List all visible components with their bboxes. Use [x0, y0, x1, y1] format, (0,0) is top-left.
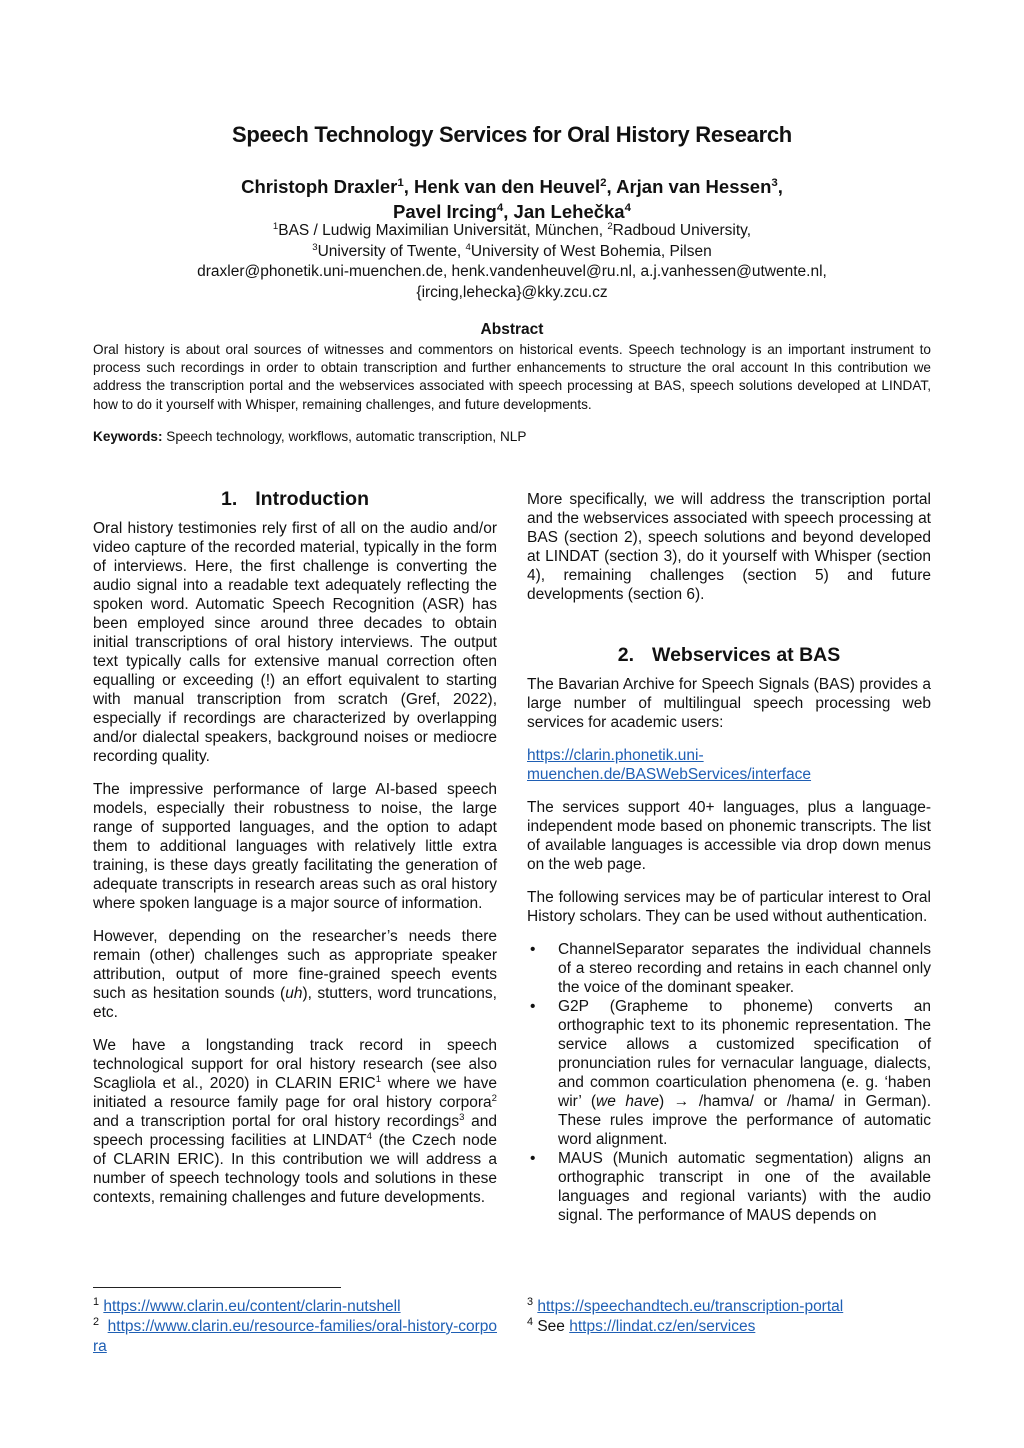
- list-item-text: ChannelSeparator separates the individual channels of a stereo recording and retains in each channel only the voice of the dominant speaker.: [558, 941, 931, 996]
- left-column: [93, 486, 497, 1221]
- footnote-link[interactable]: https://speechandtech.eu/transcription-portal: [537, 1298, 844, 1315]
- affil-sup: 3: [312, 241, 318, 253]
- footnotes-right: [527, 1297, 931, 1337]
- footnote: [527, 1317, 931, 1337]
- paragraph: [93, 1036, 497, 1207]
- list-item-text: ) → /hamva/ or /hama/ in German). These rules improve the performance of automatic word alignment.: [558, 1093, 932, 1148]
- author-emails: {ircing,lehecka}@kky.zcu.cz: [416, 283, 608, 301]
- list-item-text: G2P (Grapheme to phoneme) converts an orthographic text to its phonemic representation. The service allows a customized specification of pronunciation rules for vernacular language, dialects, and common coarticulation phenomena (e. g. ‘haben wir’ (: [558, 998, 931, 1110]
- affiliation-line: [0, 242, 1024, 263]
- list-item: [527, 940, 931, 997]
- text-run: ), stutters, word truncations, etc.: [93, 985, 497, 1021]
- affiliation-line: [0, 221, 1024, 242]
- affil-text: University of West Bohemia, Pilsen: [470, 242, 712, 260]
- affil-sup: 4: [465, 241, 471, 253]
- footnote-divider: [93, 1287, 341, 1288]
- author-affil-sup: 3: [771, 176, 778, 189]
- text-run: and a transcription portal for oral history recordings: [93, 1113, 460, 1130]
- footnote-number: 1: [93, 1295, 100, 1308]
- right-column: [527, 490, 931, 1225]
- section-number: 1.: [221, 488, 238, 510]
- paragraph: [527, 746, 931, 784]
- bas-webservices-link[interactable]: [527, 747, 811, 783]
- italic-text: uh: [285, 985, 303, 1002]
- keywords-text: Speech technology, workflows, automatic transcription, NLP: [162, 429, 527, 444]
- bullet-icon: •: [530, 941, 536, 958]
- paragraph: More specifically, we will address the transcription portal and the webservices associated with speech processing at BAS (section 2), speech solutions and beyond developed at LINDAT (section 3), do it yourself with Whisper (section 4), remaining challenges (section 5) and future developments (section 6).: [527, 491, 931, 603]
- section-number: 2.: [617, 644, 635, 666]
- footnote-number: 4: [527, 1315, 534, 1328]
- paragraph: [93, 927, 497, 1022]
- footnote-link[interactable]: https://www.clarin.eu/content/clarin-nutshell: [103, 1298, 401, 1315]
- footnote-number: 2: [93, 1315, 100, 1328]
- keywords-label: Keywords:: [93, 429, 163, 444]
- footnote-ref[interactable]: 1: [375, 1073, 382, 1085]
- footnote: [93, 1317, 497, 1357]
- abstract-text: Oral history is about oral sources of witnesses and commentors on historical events. Speech technology is an important instrument to process such recordings in order to obtain transcription and further enhancements to structure the oral account In this contribution we address the transcription portal and the webservices associated with speech processing at BAS, speech solutions developed at LINDAT, how to do it yourself with Whisper, remaining challenges, and future developments.: [93, 342, 931, 412]
- paragraph: The services support 40+ languages, plus a language-independent mode based on phonemic transcripts. The list of available languages is accessible via drop down menus on the web page.: [527, 799, 931, 873]
- author-affil-sup: 4: [496, 201, 504, 214]
- text-run: and speech processing facilities at LINDAT: [93, 1113, 498, 1149]
- author-affil-sup: 1: [397, 176, 404, 189]
- author-name: Jan Lehečka: [513, 201, 625, 222]
- paper-title: Speech Technology Services for Oral History Research: [232, 122, 792, 147]
- section-heading-introduction: [93, 486, 497, 512]
- author-name: Arjan van Hessen: [616, 176, 772, 197]
- bullet-icon: •: [530, 998, 536, 1015]
- affiliations: [0, 221, 1024, 303]
- footnote-ref[interactable]: 2: [491, 1092, 497, 1104]
- affil-text: Radboud University,: [612, 222, 752, 239]
- footnotes-left: [93, 1297, 497, 1357]
- section-title: Introduction: [255, 488, 369, 510]
- text-run: where we have initiated a resource family page for oral history corpora: [93, 1075, 497, 1111]
- paragraph: The following services may be of particular interest to Oral History scholars. They can be used without authentication.: [527, 889, 931, 925]
- footnote-ref[interactable]: 3: [459, 1111, 465, 1123]
- text-run: We have a longstanding track record in speech technological support for oral history research (see also Scagliola et al., 2020) in CLARIN ERIC: [93, 1037, 497, 1092]
- footnote: [93, 1297, 497, 1317]
- affil-text: University of Twente,: [317, 242, 466, 260]
- section-title: Webservices at BAS: [652, 644, 841, 666]
- author-name: Christoph Draxler: [241, 176, 398, 197]
- link-text[interactable]: muenchen.de/BASWebServices/interface: [527, 766, 812, 783]
- list-item: [527, 1149, 931, 1225]
- author-name: Pavel Ircing: [393, 201, 497, 222]
- footnote-text: See: [533, 1318, 570, 1335]
- affil-sup: 2: [607, 220, 613, 232]
- section-heading-webservices: [527, 642, 931, 668]
- italic-text: we have: [596, 1093, 660, 1110]
- paragraph: The impressive performance of large AI-based speech models, especially their robustness to noise, the large range of supported languages, and the option to adapt them to additional languages with relatively little extra training, is these days greatly facilitating the generation of adequate transcripts in research areas such as oral history where spoken language is a major source of information.: [93, 781, 497, 912]
- text-run: However, depending on the researcher’s needs there remain (other) challenges such as appropriate speaker attribution, output of more fine-grained speech events such as hesitation sounds (: [93, 928, 497, 1002]
- link-text[interactable]: https://clarin.phonetik.uni-: [527, 747, 704, 764]
- footnote-ref[interactable]: 4: [366, 1130, 372, 1142]
- author-name: Henk van den Heuvel: [414, 176, 601, 197]
- bullet-icon: •: [530, 1150, 536, 1167]
- abstract-heading: Abstract: [480, 321, 544, 338]
- keywords: [93, 429, 931, 444]
- author-affil-sup: 2: [600, 176, 607, 189]
- list-item: [527, 997, 931, 1149]
- footnote: [527, 1297, 931, 1317]
- author-affil-sup: 4: [624, 201, 631, 214]
- footnote-link[interactable]: https://www.clarin.eu/resource-families/oral-history-corpora: [93, 1318, 498, 1355]
- footnote-link[interactable]: https://lindat.cz/en/services: [569, 1318, 756, 1335]
- affil-text: BAS / Ludwig Maximilian Universität, München,: [278, 222, 608, 239]
- list-item-text: MAUS (Munich automatic segmentation) aligns an orthographic transcript in one of the available languages and regional variants) with the audio signal. The performance of MAUS depends on: [558, 1150, 931, 1224]
- text-run: (the Czech node of CLARIN ERIC). In this contribution we will address a number of speech technology tools and solutions in these contexts, remaining challenges and future developments.: [93, 1132, 497, 1206]
- author-emails: draxler@phonetik.uni-muenchen.de, henk.vandenheuvel@ru.nl, a.j.vanhessen@utwente.nl,: [197, 263, 827, 280]
- author-list: Christoph Draxler$^1$, Henk van den Heuvel$^2$, Arjan van Hessen$^3$, Pavel Ircing$^4$, Jan Lehečka$^4$: [241, 176, 783, 222]
- paragraph: Oral history testimonies rely first of all on the audio and/or video capture of the recorded material, typically in the form of interviews. Here, the first challenge is converting the audio signal into a readable text adequately reflecting the spoken word. Automatic Speech Recognition (ASR) has been employed since around three decades to obtain initial transcriptions of oral history interviews. The output text typically calls for extensive manual correction often equalling or exceeding (!) an effort equivalent to starting with manual transcription from scratch (Gref, 2022), especially if recordings are characterized by overlapping and/or dialectal speakers, background noises or mediocre recording quality.: [93, 520, 497, 765]
- paragraph: The Bavarian Archive for Speech Signals (BAS) provides a large number of multilingual speech processing web services for academic users:: [527, 676, 931, 731]
- services-list: [527, 940, 931, 1225]
- footnote-number: 3: [527, 1295, 534, 1308]
- affil-sup: 1: [272, 220, 279, 232]
